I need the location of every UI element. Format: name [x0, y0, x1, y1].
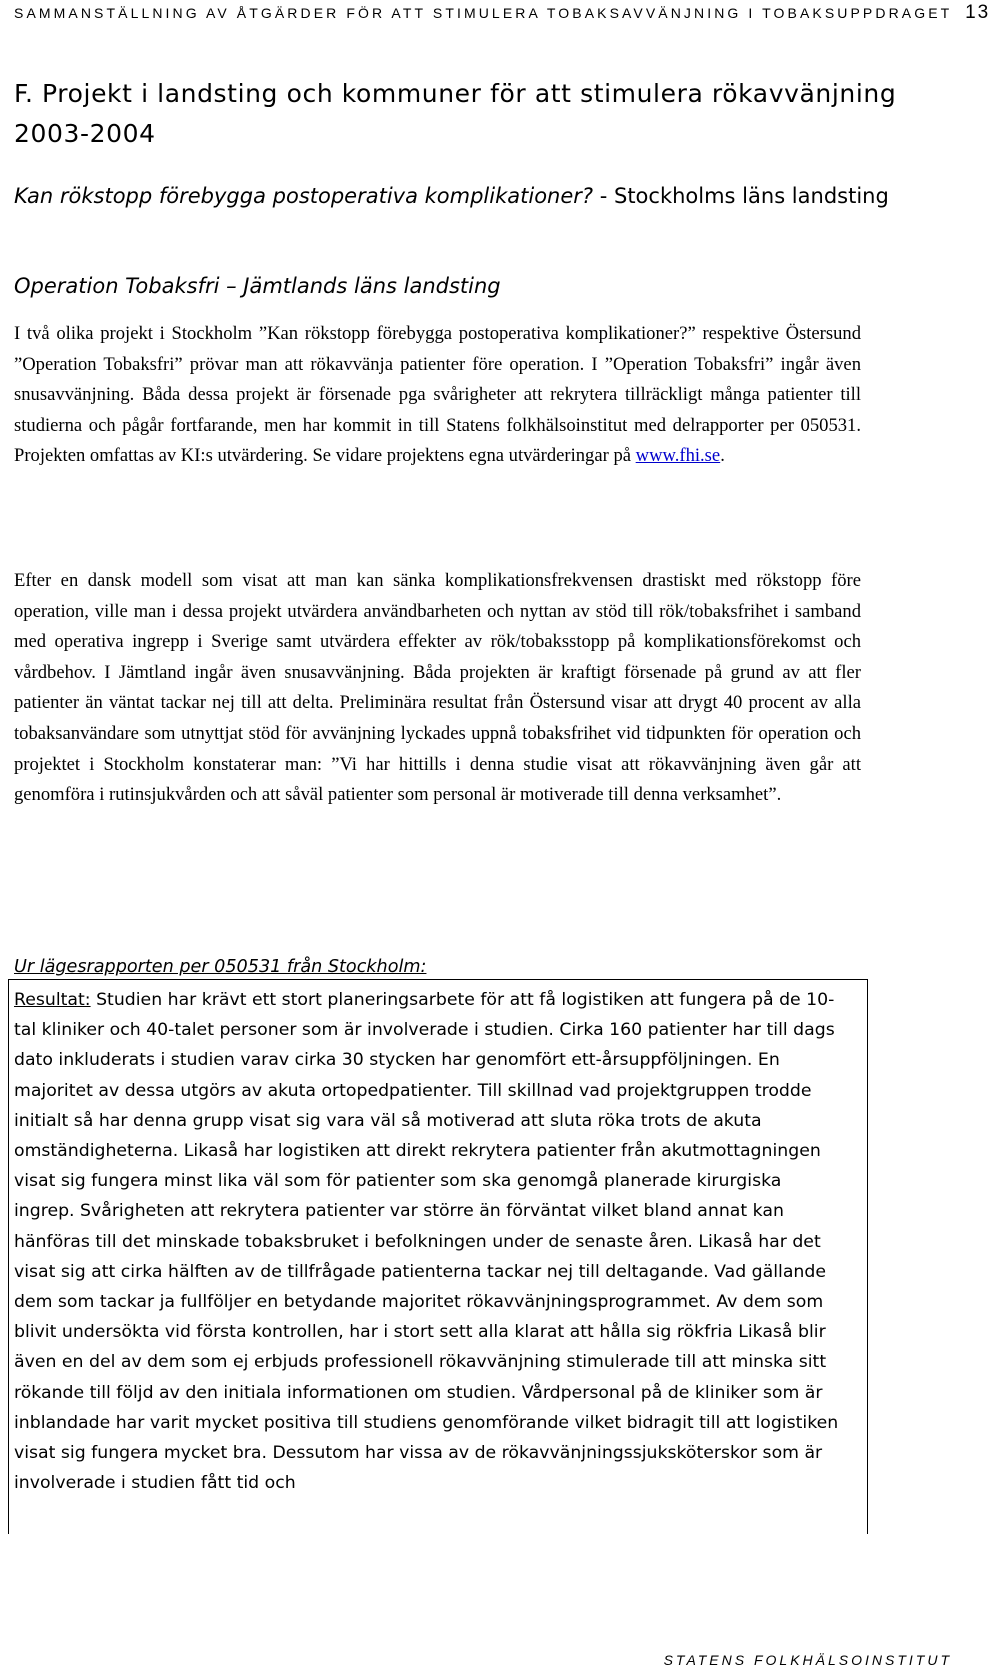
fhi-link[interactable]: www.fhi.se: [635, 445, 721, 467]
section-title: F. Projekt i landsting och kommuner för att stimulera rökavvänjning 2003-2004: [14, 79, 897, 148]
running-title: SAMMANSTÄLLNING AV ÅTGÄRDER FÖR ATT STIMULERA TOBAKSAVVÄNJNING I TOBAKSUPPDRAGET: [14, 5, 953, 21]
running-header: [14, 2, 990, 24]
paragraph-intro: [14, 319, 861, 472]
result-label: Resultat:: [14, 990, 91, 1010]
result-text: Studien har krävt ett stort planeringsarbete för att få logistiken att fungera på de 10-tal kliniker och 40-talet personer som är involverade i studien. Cirka 160 patienter har till dags dato inkluderats i studien varav cirka 30 stycken har genomfört ett-årsuppföljningen. En majoritet av dessa utgörs av akuta ortopedpatienter. Till skillnad vad projektgruppen trodde initialt så har denna grupp visat sig vara väl så motiverad att sluta röka trots de akuta omständigheterna. Likaså har logistiken att direkt rekrytera patienter från akutmottagningen visat sig fungera minst lika väl som för patienter som ska genomgå planerade kirurgiska ingrep. Svårigheten att rekrytera patienter var större än förväntat vilket bland annat kan hänföras till det minskade tobaksbruket i befolkningen under de senaste åren. Likaså har det visat sig att cirka hälften av de tillfrågade patienterna tackar nej till deltagande. Vad gällande dem som tackar ja fullföljer en betydande majoritet rökavvänjningsprogrammet. Av dem som blivit undersökta vid första kontrollen, har i stort sett alla klarat att hålla sig rökfria Likaså blir även en del av dem som ej erbjuds professionell rökavvänjning stimulerade till att minska sitt rökande till följd av den initiala informationen om studien. Vårdpersonal på de kliniker som är inblandade har varit mycket positiva till studiens genomförande vilket bidragit till att logistiken visat sig fungera mycket bra. Dessutom har vissa av de rökavvänjningssjuksköterskor som är involverade i studien fått tid och: [14, 990, 839, 1494]
page-number: 13: [965, 2, 990, 23]
paragraph-intro-end: .: [720, 445, 725, 467]
paragraph-intro-text: I två olika projekt i Stockholm ”Kan rökstopp förebygga postoperativa komplikationer?” respektive Östersund ”Operation Tobaksfri” prövar man att rökavvänja patienter före operation. I ”Operation Tobaksfri” ingår även snusavvänjning. Båda dessa projekt är försenade pga svårigheter att rekrytera tillräckligt många patienter till studierna och pågår fortfarande, men har kommit in till Statens folkhälsoinstitut med delrapporter per 050531. Projekten omfattas av KI:s utvärdering. Se vidare projektens egna utvärderingar på: [14, 323, 861, 467]
status-report-box: [8, 979, 868, 1534]
paragraph-background: Efter en dansk modell som visat att man kan sänka komplikationsfrekvensen drastiskt med rökstopp före operation, ville man i dessa projekt utvärdera användbarheten och nyttan av stöd till rök/tobaksfrihet i samband med operativa ingrepp i Sverige samt utvärdera effekter av rök/tobaksstopp på komplikationsförekomst och vårdbehov. I Jämtland ingår även snusavvänjning. Båda projekten är kraftigt försenade på grund av att fler patienter än väntat tackar nej till att delta. Preliminära resultat från Östersund visar att drygt 40 procent av alla tobaksanvändare som utnyttjat stöd för avvänjning lyckades uppnå tobaksfrihet vid tidpunkten för operation och projektet i Stockholm konstaterar man: ”Vi har hittills i denna studie visat att rökavvänjning även går att genomföra i rutinsjukvården och att såväl patienter som personal är motiverade till denna verksamhet”.: [14, 570, 861, 806]
project1-org: - Stockholms läns landsting: [593, 184, 889, 208]
project1-title: Kan rökstopp förebygga postoperativa komplikationer?: [14, 184, 594, 208]
status-report-title: Ur lägesrapporten per 050531 från Stockholm:: [14, 957, 427, 977]
project1-heading: [14, 181, 914, 212]
footer-publisher: STATENS FOLKHÄLSOINSTITUT: [663, 1652, 952, 1668]
status-report-text: [9, 980, 867, 1498]
project2-heading: Operation Tobaksfri – Jämtlands läns landsting: [14, 274, 501, 298]
